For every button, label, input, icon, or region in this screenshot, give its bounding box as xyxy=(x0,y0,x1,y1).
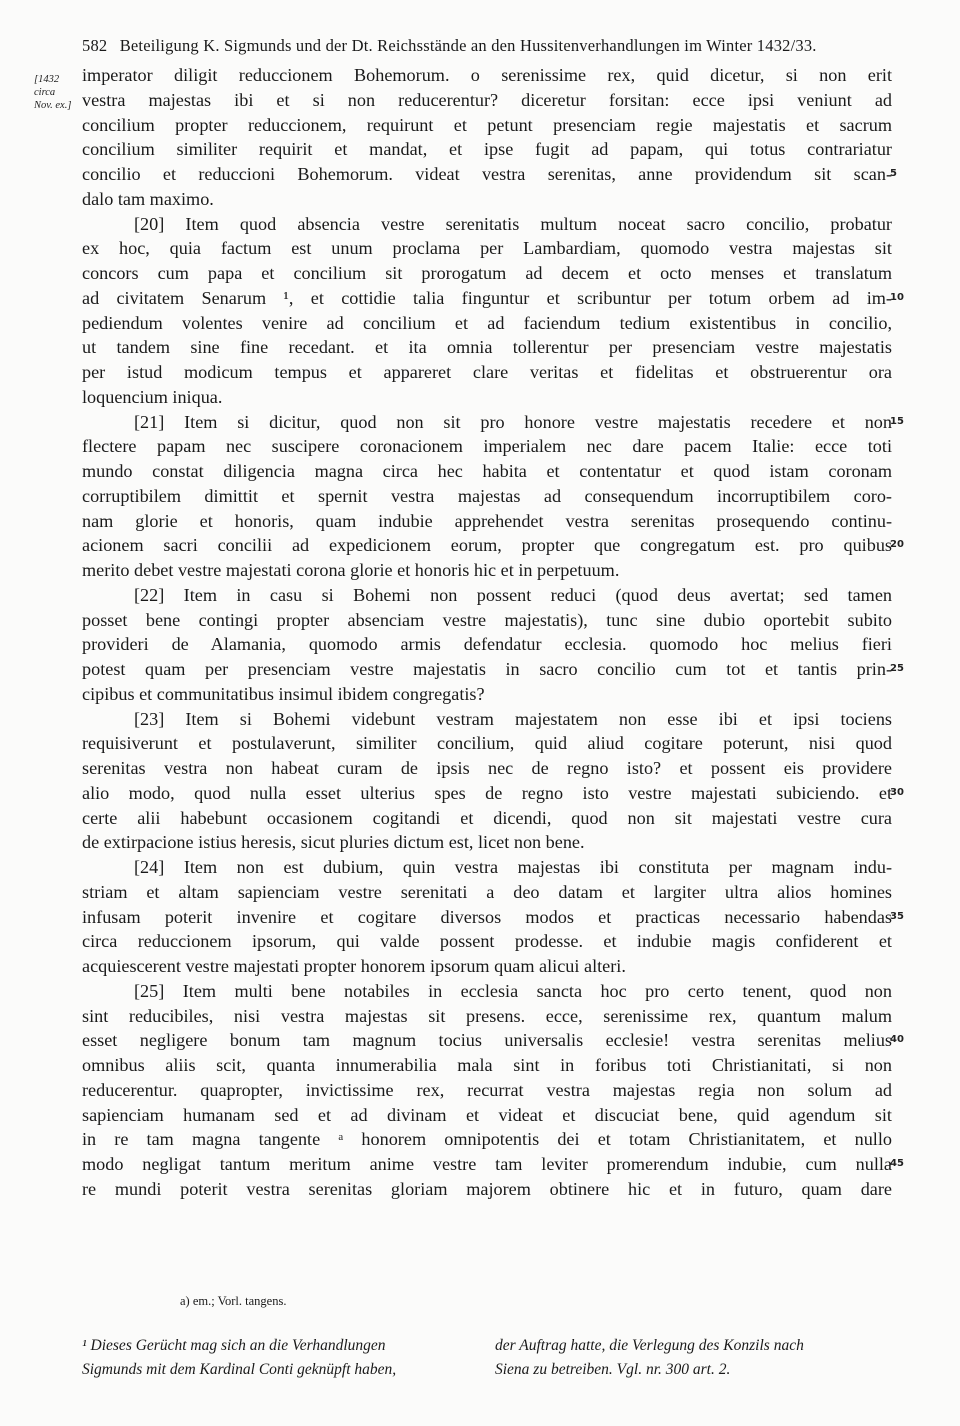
text-line: requisiverunt et postulaverunt, similiter concilium, quid aliud cogitare poterunt, nisi quod xyxy=(82,733,892,754)
textual-footnote-a: a) em.; Vorl. tangens. xyxy=(180,1294,287,1308)
text-line: sapienciam humanam sed et ad divinam et videat et discuciat bene, quid agendum sit xyxy=(82,1104,892,1125)
text-line: [25] Item multi bene notabiles in ecclesia sancta hoc pro certo tenent, quod non xyxy=(134,980,892,1001)
margin-date-note xyxy=(34,73,82,112)
running-header xyxy=(82,36,902,56)
text-line: mundo constat diligencia magna circa hec habita et contentatur et quod istam coronam xyxy=(82,461,892,481)
text-line: potest quam per presenciam vestre majestatis in sacro concilio cum tot et tantis prin- xyxy=(82,659,892,679)
text-line: cipibus et communitatibus insimul ibidem congregatis? xyxy=(82,683,485,704)
text-line: ut tandem sine fine recedant. et ita omnia tollerentur per presenciam vestre majestatis xyxy=(82,337,892,358)
footnote-1-right-column xyxy=(495,1334,875,1382)
line-number: 40 xyxy=(890,1034,904,1046)
text-line: modo negligat tantum meritum anime vestre tam leviter promerendum indubie, cum nulla xyxy=(82,1154,892,1174)
text-line: de extirpacione istius heresis, sicut pluries dictum est, licet non bene. xyxy=(82,832,585,853)
margin-note-line: circa xyxy=(34,87,56,98)
text-line: concilium similiter requirit et mandat, et ipse fugit ad papam, qui totus contrariatur xyxy=(82,139,892,160)
text-line: acquiescerent vestre majestati propter honorem ipsorum quam alicui alteri. xyxy=(82,956,626,976)
footnote-line: Siena zu betreiben. Vgl. nr. 300 art. 2. xyxy=(495,1361,731,1378)
margin-note-line: Nov. ex.] xyxy=(34,100,72,111)
text-line: dalo tam maximo. xyxy=(82,188,214,209)
line-number: 15 xyxy=(890,415,904,427)
text-line: infusam poterit invenire et cogitare diversos modos et practicas necessario habendas xyxy=(82,906,892,927)
text-line: ex hoc, quia factum est unum proclama per Lambardiam, quomodo vestra majestas sit xyxy=(82,238,892,259)
text-line: imperator diligit reduccionem Bohemorum. o serenissime rex, quid dicetur, si non erit xyxy=(82,65,892,85)
text-line: loquencium iniqua. xyxy=(82,386,223,407)
text-line: flectere papam nec suscipere coronacionem imperialem nec dare pacem Italie: ecce toti xyxy=(82,436,892,457)
text-line: concilium propter reduccionem, requirunt et petunt presenciam regie majestatis et sacrum xyxy=(82,114,892,135)
text-line: omnibus aliis scit, quanta innumerabilia mala sint in foribus toti Christianitati, si non xyxy=(82,1055,892,1075)
footnote-line: Sigmunds mit dem Kardinal Conti geknüpft haben, xyxy=(82,1361,397,1378)
text-line: merito debet vestre majestati corona glorie et honoris hic et in perpetuum. xyxy=(82,560,620,580)
text-line: sint reducibiles, nisi vestra majestas sit presens. ecce, serenissime rex, quantum malum xyxy=(82,1005,892,1026)
text-line: serenitas vestra non habeat curam de ipsis nec de regno isto? et possent eis providere xyxy=(82,758,892,778)
line-number: 5 xyxy=(890,168,897,179)
text-line: [23] Item si Bohemi videbunt vestram majestatem non esse ibi et ipsi tociens xyxy=(134,708,892,729)
text-line: reducerentur. quapropter, invictissime rex, recurrat vestra majestas regia non solum ad xyxy=(82,1079,892,1100)
text-line: alio modo, quod nulla esset ulterius spes de regno isto vestre majestati subiciendo. et xyxy=(82,782,892,803)
line-number: 30 xyxy=(890,786,904,798)
running-title: Beteiligung K. Sigmunds und der Dt. Reichsstände an den Hussitenverhandlungen im Winter 1432/33. xyxy=(119,36,817,55)
footnote-line: der Auftrag hatte, die Verlegung des Konzils nach xyxy=(495,1337,804,1354)
margin-note-line: [1432 xyxy=(34,74,60,85)
text-line: [24] Item non est dubium, quin vestra majestas ibi constituta per magnam indu- xyxy=(134,857,892,877)
text-line: per istud modicum tempus et appareret clare veritas et fidelitas et obstruerentur ora xyxy=(82,362,892,382)
text-line: certe alii habebunt occasionem cogitandi et dicendi, quod non sit majestati vestre cura xyxy=(82,807,892,828)
text-line: pediendum volentes venire ad concilium et ad faciendum tedium existentibus in concilio, xyxy=(82,312,892,333)
line-number: 45 xyxy=(890,1158,904,1169)
text-line: acionem sacri concilii ad expedicionem eorum, propter que congregatum est. pro quibus xyxy=(82,535,892,556)
text-line: vestra majestas ibi et si non reducerentur? diceretur forsitan: ecce ipsi veniunt ad xyxy=(82,89,892,110)
text-line: [21] Item si dicitur, quod non sit pro honore vestre majestatis recedere et non xyxy=(134,411,892,432)
line-number: 25 xyxy=(890,663,904,674)
text-line: esset negligere bonum tam magnum tocius universalis ecclesie! vestra serenitas melius xyxy=(82,1030,892,1051)
line-number: 10 xyxy=(890,291,904,303)
line-number: 35 xyxy=(890,910,904,922)
text-line: corruptibilem dimittit et spernit vestra majestas ad consequendum incorruptibilem coro- xyxy=(82,485,892,506)
text-line: concilio et reduccioni Bohemorum. videat vestra serenitas, anne providendum sit scan- xyxy=(82,164,892,184)
page-number: 582 xyxy=(82,36,108,55)
footnote-line: ¹ Dieses Gerücht mag sich an die Verhandlungen xyxy=(82,1337,386,1354)
text-line: nam glorie et honoris, quam indubie apprehendet vestra serenitas prosequendo continu- xyxy=(82,510,892,531)
text-line: concors cum papa et concilium sit prorogatum ad decem et octo menses et translatum xyxy=(82,263,892,283)
text-line: re mundi poterit vestra serenitas gloriam majorem obtinere hic et in futuro, quam dare xyxy=(82,1178,892,1199)
text-line: striam et altam sapienciam vestre serenitati a deo datam et largiter ultra alios homines xyxy=(82,881,892,902)
text-line: ad civitatem Senarum ¹, et cottidie talia finguntur et scribuntur per totum orbem ad im- xyxy=(82,287,892,308)
text-line: posset bene contingi propter absenciam vestre majestatis), tunc sine dubio oportebit subito xyxy=(82,609,892,630)
text-line: circa reduccionem ipsorum, qui valde possent prodesse. et indubie magis confiderent et xyxy=(82,931,892,952)
text-line: provideri de Alamania, quomodo armis defendatur ecclesia. quomodo hoc melius fieri xyxy=(82,634,892,655)
text-line: in re tam magna tangente ᵃ honorem omnipotentis dei et totam Christianitatem, et nullo xyxy=(82,1129,892,1150)
text-line: [20] Item quod absencia vestre serenitatis multum noceat sacro concilio, probatur xyxy=(134,213,892,234)
footnote-1-left-column xyxy=(82,1334,462,1382)
line-number: 20 xyxy=(890,539,904,551)
text-line: [22] Item in casu si Bohemi non possent reduci (quod deus avertat; sed tamen xyxy=(134,584,892,605)
